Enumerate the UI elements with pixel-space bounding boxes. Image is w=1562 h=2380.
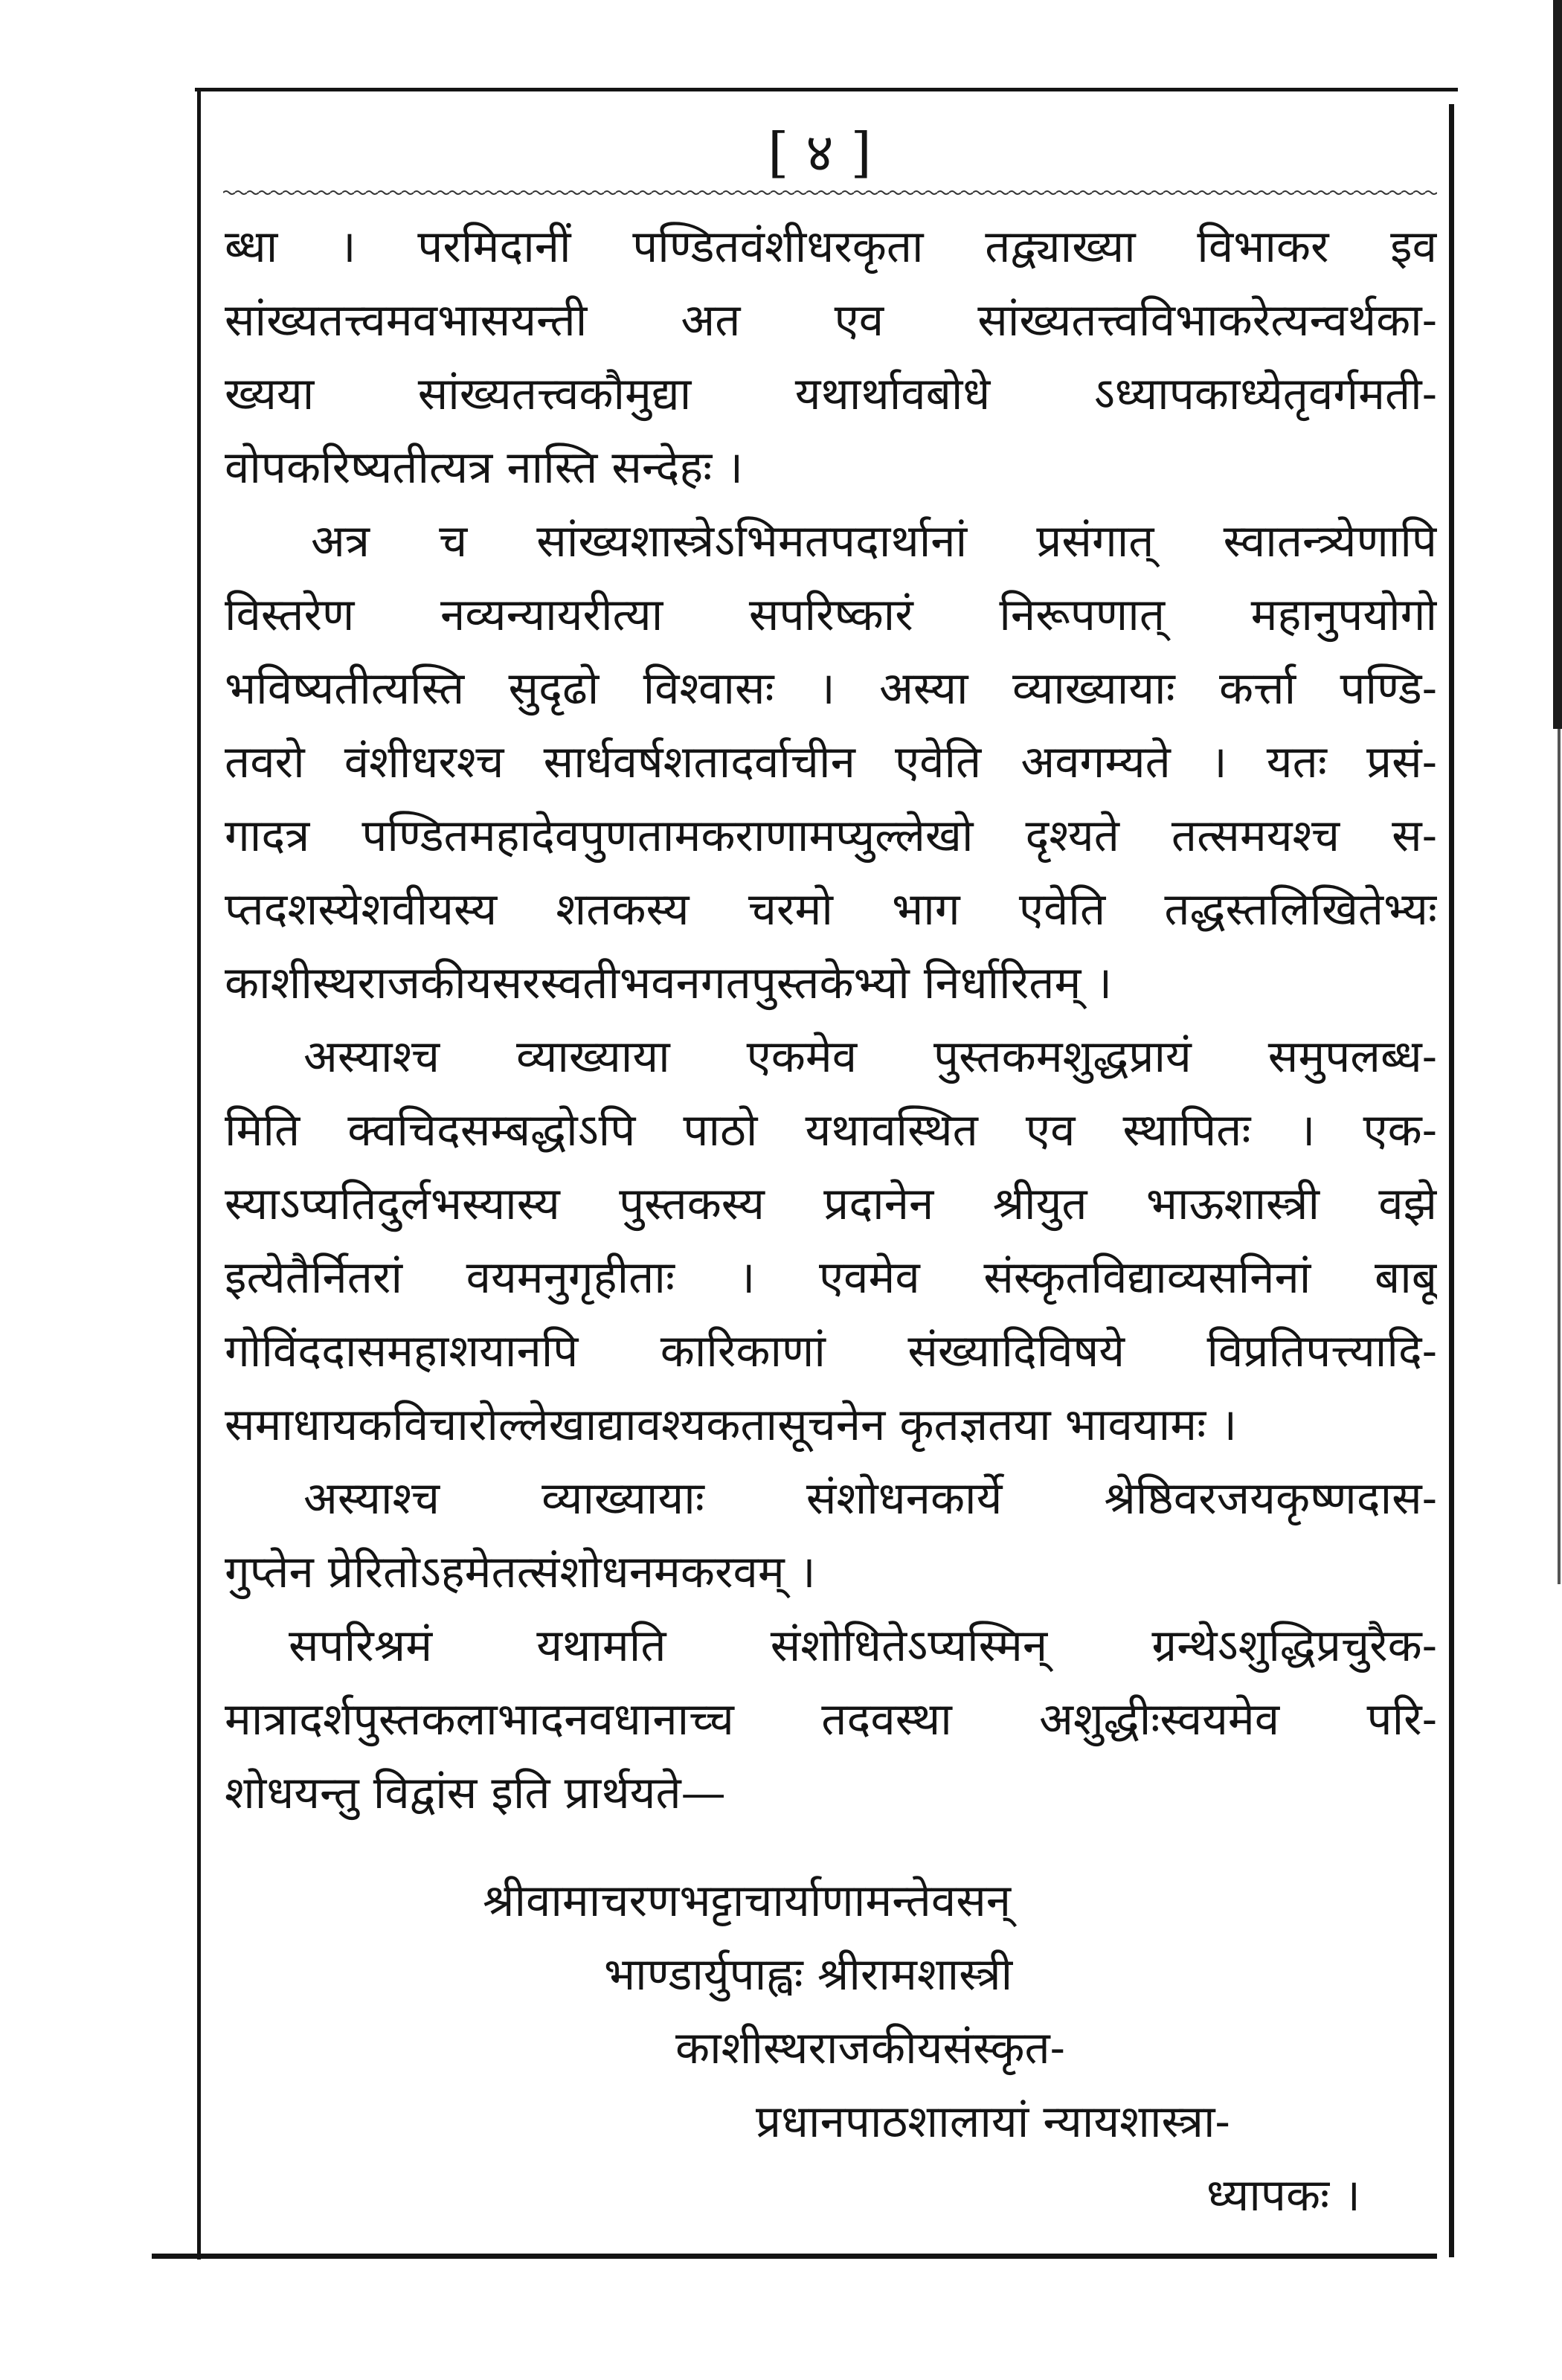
text-line: तवरो वंशीधरश्च सार्धवर्षशतादर्वाचीन एवेति अवगम्यते । यतः प्रसं-	[225, 736, 1437, 788]
text-line: गादत्र पण्डितमहादेवपुणतामकराणामप्युल्लेखो दृश्यते तत्समयश्च स-	[225, 810, 1437, 862]
scan-edge-shadow-lower	[1558, 729, 1561, 1584]
paragraph	[225, 505, 1437, 1020]
paragraph	[225, 1462, 1437, 1609]
text-line: सांख्यतत्त्वमवभासयन्ती अत एव सांख्यतत्त्वविभाकरेत्यन्वर्थका-	[225, 295, 1437, 347]
signature-line: भाण्डार्युपाह्वः श्रीरामशास्त्री	[604, 1949, 1013, 2001]
text-line: ख्यया सांख्यतत्त्वकौमुद्या यथार्थावबोधे ऽध्यापकाध्येतृवर्गमती-	[225, 368, 1437, 420]
text-line: शोधयन्तु विद्वांस इति प्रार्थयते—	[225, 1767, 726, 1819]
frame-left-rule	[197, 89, 201, 2260]
text-line: ब्धा । परमिदानीं पण्डितवंशीधरकृता तद्व्याख्या विभाकर इव	[225, 221, 1437, 273]
signature-block	[225, 1865, 1437, 2233]
text-line: भविष्यतीत्यस्ति सुदृढो विश्वासः । अस्या व्याख्यायाः कर्त्ता पण्डि-	[225, 663, 1437, 715]
body-text	[225, 210, 1437, 2233]
text-line: मिति क्वचिदसम्बद्धोऽपि पाठो यथावस्थित एव स्थापितः । एक-	[225, 1104, 1437, 1157]
signature-line: काशीस्थराजकीयसंस्कृत-	[675, 2022, 1065, 2074]
text-line: स्याऽप्यतिदुर्लभस्यास्य पुस्तकस्य प्रदानेन श्रीयुत भाऊशास्त्री वझे	[225, 1178, 1437, 1230]
paragraph	[225, 1020, 1437, 1462]
text-line: गुप्तेन प्रेरितोऽहमेतत्संशोधनमकरवम् ।	[225, 1546, 816, 1598]
text-line: सपरिश्रमं यथामति संशोधितेऽप्यस्मिन् ग्रन्थेऽशुद्धिप्रचुरैक-	[289, 1620, 1437, 1672]
text-line: समाधायकविचारोल्लेखाद्यावश्यकतासूचनेन कृतज्ञतया भावयामः ।	[225, 1399, 1238, 1451]
text-line: वोपकरिष्यतीत्यत्र नास्ति सन्देहः ।	[225, 442, 744, 494]
text-line: अस्याश्च व्याख्याया एकमेव पुस्तकमशुद्धप्रायं समुपलब्ध-	[303, 1031, 1437, 1083]
frame-top-rule	[195, 88, 1458, 91]
text-line: अत्र च सांख्यशास्त्रेऽभिमतपदार्थानां प्रसंगात् स्वातन्त्र्येणापि	[311, 515, 1437, 567]
text-line: इत्येतैर्नितरां वयमनुगृहीताः । एवमेव संस्कृतविद्याव्यसनिनां बाबू	[225, 1252, 1437, 1304]
page-number: [ ४ ]	[768, 121, 872, 184]
scan-edge-shadow	[1553, 0, 1562, 729]
text-line: मात्रादर्शपुस्तकलाभादनवधानाच्च तदवस्था अशुद्धीःस्वयमेव परि-	[225, 1694, 1437, 1746]
text-line: विस्तरेण नव्यन्यायरीत्या सपरिष्कारं निरूपणात् महानुपयोगो	[225, 589, 1437, 641]
text-line: काशीस्थराजकीयसरस्वतीभवनगतपुस्तकेभ्यो निर्धारितम् ।	[225, 957, 1113, 1009]
frame-bottom-rule	[152, 2254, 1437, 2259]
signature-line: प्रधानपाठशालायां न्यायशास्त्रा-	[756, 2096, 1230, 2148]
signature-line: श्रीवामाचरणभट्टाचार्याणामन्तेवसन्	[483, 1875, 1012, 1927]
text-line: गोविंददासमहाशयानपि कारिकाणां संख्यादिविषये विप्रतिपत्त्यादि-	[225, 1325, 1437, 1377]
text-line: प्तदशस्येशवीयस्य शतकस्य चरमो भाग एवेति तद्धस्तलिखितेभ्यः	[225, 884, 1437, 936]
paragraph	[225, 1609, 1437, 1830]
text-line: अस्याश्च व्याख्यायाः संशोधनकार्ये श्रेष्ठिवरजयकृष्णदास-	[303, 1473, 1437, 1525]
wavy-header-rule	[223, 187, 1437, 198]
paragraph	[225, 210, 1437, 505]
signature-line: ध्यापकः ।	[1206, 2170, 1360, 2222]
frame-right-rule	[1449, 104, 1454, 2257]
